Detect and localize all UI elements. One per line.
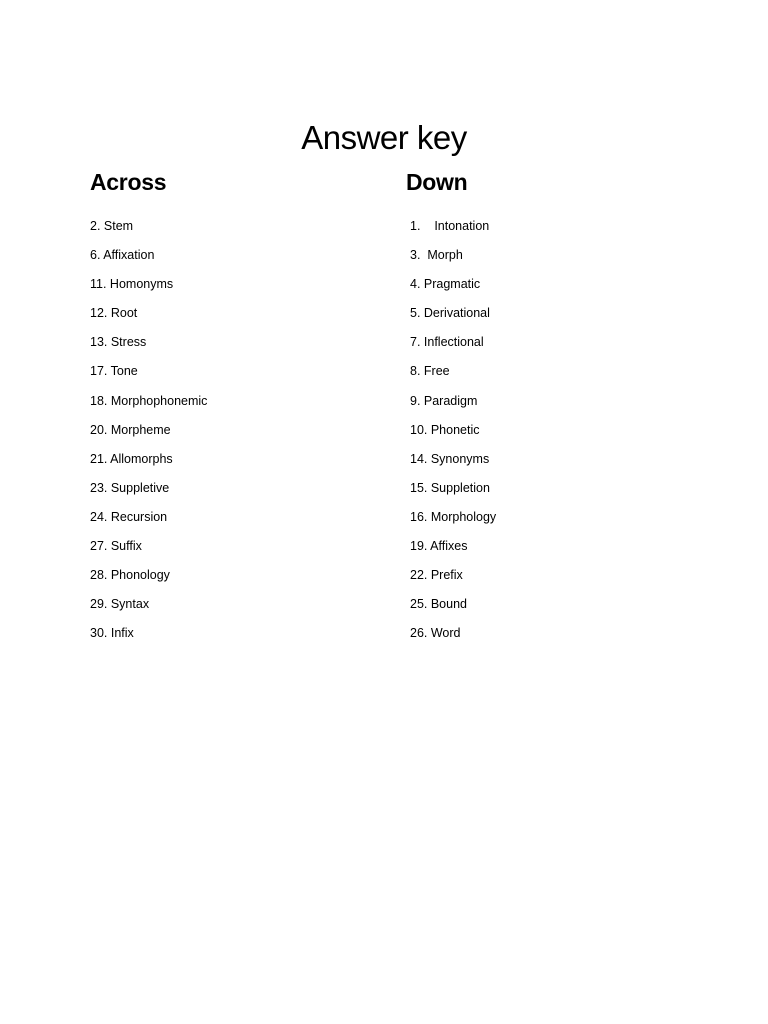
down-entry: 15. Suppletion <box>410 480 490 495</box>
across-entry: 20. Morpheme <box>90 422 171 437</box>
page-title: Answer key <box>301 119 467 157</box>
across-entry: 13. Stress <box>90 335 147 350</box>
down-entry: 26. Word <box>410 626 461 641</box>
down-entry: 3. Morph <box>410 248 463 263</box>
across-entry: 21. Allomorphs <box>90 451 173 466</box>
down-entry: 4. Pragmatic <box>410 277 481 292</box>
down-entry: 1. Intonation <box>410 219 490 233</box>
across-entry: 27. Suffix <box>90 539 142 554</box>
across-entry: 11. Homonyms <box>90 277 174 292</box>
down-column <box>406 166 496 648</box>
across-entry: 6. Affixation <box>90 248 155 263</box>
across-entry: 18. Morphophonemic <box>90 393 208 408</box>
down-entry: 9. Paradigm <box>410 393 478 408</box>
across-entry: 17. Tone <box>90 364 138 379</box>
down-entry: 25. Bound <box>410 597 467 612</box>
across-entry: 28. Phonology <box>90 568 170 583</box>
across-entry: 29. Syntax <box>90 597 150 612</box>
down-entry: 16. Morphology <box>410 509 497 524</box>
across-heading: Across <box>90 169 167 195</box>
down-heading: Down <box>406 169 468 195</box>
down-list <box>410 212 496 648</box>
across-entry: 30. Infix <box>90 626 134 641</box>
across-entry: 24. Recursion <box>90 509 168 524</box>
down-entry: 10. Phonetic <box>410 422 480 437</box>
across-column <box>90 166 207 648</box>
down-entry: 14. Synonyms <box>410 451 490 466</box>
across-entry: 12. Root <box>90 306 138 321</box>
down-entry: 5. Derivational <box>410 306 490 321</box>
down-entry: 7. Inflectional <box>410 335 484 350</box>
across-list <box>90 212 207 648</box>
across-entry: 23. Suppletive <box>90 480 170 495</box>
down-entry: 19. Affixes <box>410 539 468 554</box>
down-entry: 8. Free <box>410 364 450 379</box>
across-entry: 2. Stem <box>90 219 134 233</box>
down-entry: 22. Prefix <box>410 568 463 583</box>
